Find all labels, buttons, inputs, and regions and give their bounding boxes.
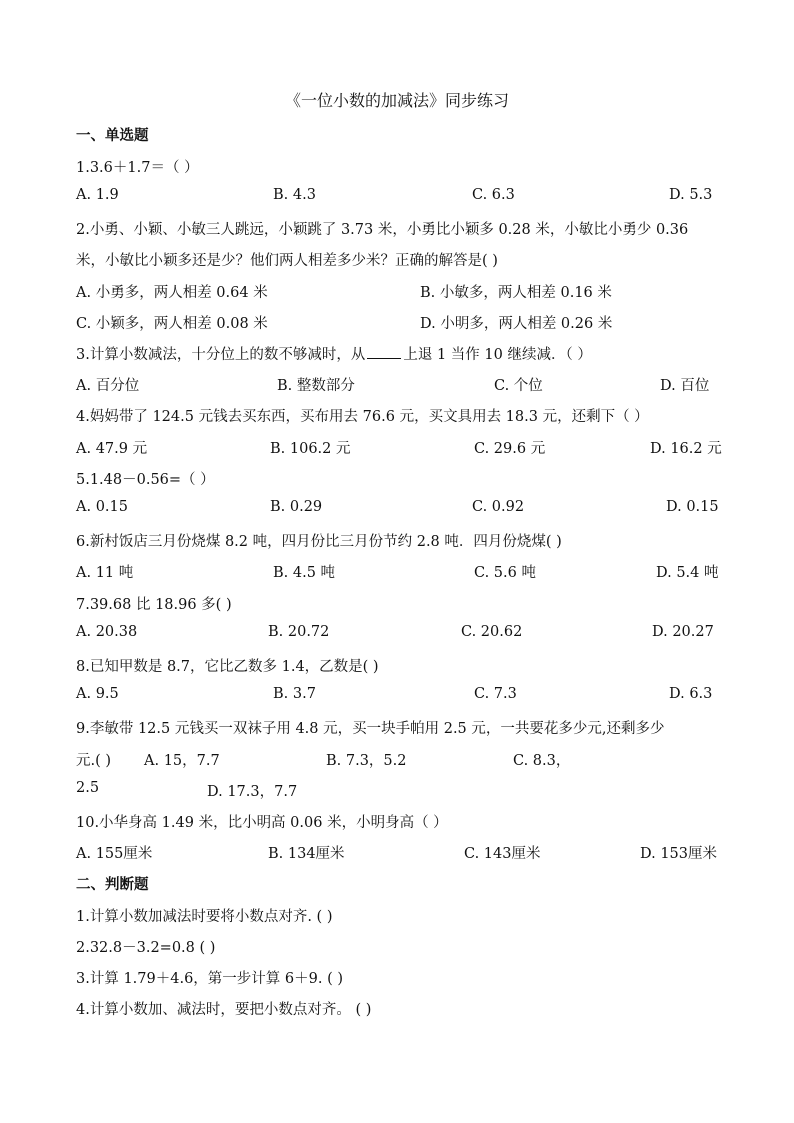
page-title: 《一位小数的加减法》同步练习	[284, 91, 509, 110]
question-6: 6.新村饭店三月份烧煤 8.2 吨，四月份比三月份节约 2.8 吨．四月份烧煤( )	[76, 534, 562, 550]
option-c: C. 0.92	[472, 499, 525, 515]
option-c: C. 143厘米	[464, 846, 541, 862]
question-9-line-3	[0, 780, 794, 800]
option-c: C. 7.3	[474, 686, 517, 702]
question-8: 8.已知甲数是 8.7，它比乙数多 1.4，乙数是( )	[76, 659, 379, 675]
fill-blank	[367, 344, 401, 359]
option-d: D. 5.4 吨	[656, 565, 719, 581]
option-b: B. 4.5 吨	[273, 565, 336, 581]
option-d: D. 20.27	[652, 624, 714, 640]
option-b: B. 整数部分	[277, 378, 355, 394]
question-3-options	[0, 374, 794, 394]
option-c: C. 小颖多，两人相差 0.08 米	[76, 316, 268, 332]
option-a: A. 0.15	[76, 499, 128, 515]
question-7-options	[0, 624, 794, 644]
option-a: A. 47.9 元	[76, 441, 148, 457]
option-b: B. 4.3	[273, 187, 316, 203]
question-1: 1.3.6＋1.7＝（ ）	[76, 160, 199, 176]
question-2-line-2: 米，小敏比小颖多还是少？他们两人相差多少米？正确的解答是( )	[76, 253, 498, 269]
question-2-options-row-2	[0, 312, 794, 332]
question-3-text-before: 3.计算小数减法，十分位上的数不够减时，从	[76, 347, 366, 363]
question-10: 10.小华身高 1.49 米，比小明高 0.06 米，小明身高（ ）	[76, 815, 448, 831]
option-c-continued: 2.5	[76, 780, 100, 796]
option-a: A. 小勇多，两人相差 0.64 米	[76, 285, 268, 301]
judge-question-4: 4.计算小数加、减法时，要把小数点对齐。 ( )	[76, 1002, 372, 1018]
question-5: 5.1.48－0.56=（ ）	[76, 472, 215, 488]
question-2-options-row-1	[0, 281, 794, 301]
section-single-choice: 一、单选题	[76, 127, 149, 144]
question-9-line-2	[0, 749, 794, 769]
question-7: 7.39.68 比 18.96 多( )	[76, 597, 232, 613]
section-true-false: 二、判断题	[76, 876, 149, 893]
option-d: D. 153厘米	[640, 846, 718, 862]
question-9-line-1: 9.李敏带 12.5 元钱买一双袜子用 4.8 元，买一块手帕用 2.5 元，一共要花多少元,还剩多少	[76, 721, 665, 737]
option-a: A. 1.9	[76, 187, 119, 203]
question-1-options	[0, 187, 794, 207]
option-a: A. 15，7.7	[144, 753, 220, 769]
option-c: C. 8.3，	[513, 753, 571, 769]
question-8-options	[0, 686, 794, 706]
question-3-text-after: 上退 1 当作 10 继续减．（ ）	[403, 347, 592, 363]
option-b: B. 134厘米	[268, 846, 345, 862]
question-4: 4.妈妈带了 124.5 元钱去买东西，买布用去 76.6 元，买文具用去 18.3 元，还剩下（ ）	[76, 409, 649, 425]
option-b: B. 3.7	[273, 686, 316, 702]
question-4-options	[0, 437, 794, 457]
option-a: A. 11 吨	[76, 565, 134, 581]
option-c: C. 6.3	[472, 187, 515, 203]
option-d: D. 5.3	[669, 187, 713, 203]
option-d: D. 小明多，两人相差 0.26 米	[420, 316, 613, 332]
question-9-tail: 元.( )	[76, 753, 112, 769]
option-c: C. 20.62	[461, 624, 523, 640]
question-5-options	[0, 499, 794, 519]
judge-question-3: 3.计算 1.79＋4.6，第一步计算 6＋9. ( )	[76, 971, 343, 987]
option-b: B. 20.72	[268, 624, 330, 640]
option-c: C. 29.6 元	[474, 441, 546, 457]
option-a: A. 9.5	[76, 686, 119, 702]
option-d: D. 0.15	[666, 499, 719, 515]
option-b: B. 小敏多，两人相差 0.16 米	[420, 285, 612, 301]
question-6-options	[0, 561, 794, 581]
option-d: D. 17.3，7.7	[207, 784, 298, 800]
option-d: D. 6.3	[669, 686, 713, 702]
question-2-line-1: 2.小勇、小颖、小敏三人跳远，小颖跳了 3.73 米，小勇比小颖多 0.28 米，小敏比小勇少 0.36	[76, 222, 689, 238]
option-d: D. 百位	[660, 378, 710, 394]
option-a: A. 155厘米	[76, 846, 153, 862]
judge-question-1: 1.计算小数加减法时要将小数点对齐. ( )	[76, 909, 333, 925]
option-a: A. 20.38	[76, 624, 138, 640]
option-d: D. 16.2 元	[650, 441, 722, 457]
option-a: A. 百分位	[76, 378, 140, 394]
question-3	[76, 343, 592, 364]
option-b: B. 0.29	[270, 499, 323, 515]
question-10-options	[0, 842, 794, 862]
option-b: B. 106.2 元	[270, 441, 351, 457]
judge-question-2: 2.32.8－3.2=0.8 ( )	[76, 940, 216, 956]
option-c: C. 个位	[494, 378, 543, 394]
option-b: B. 7.3，5.2	[326, 753, 407, 769]
option-c: C. 5.6 吨	[474, 565, 536, 581]
